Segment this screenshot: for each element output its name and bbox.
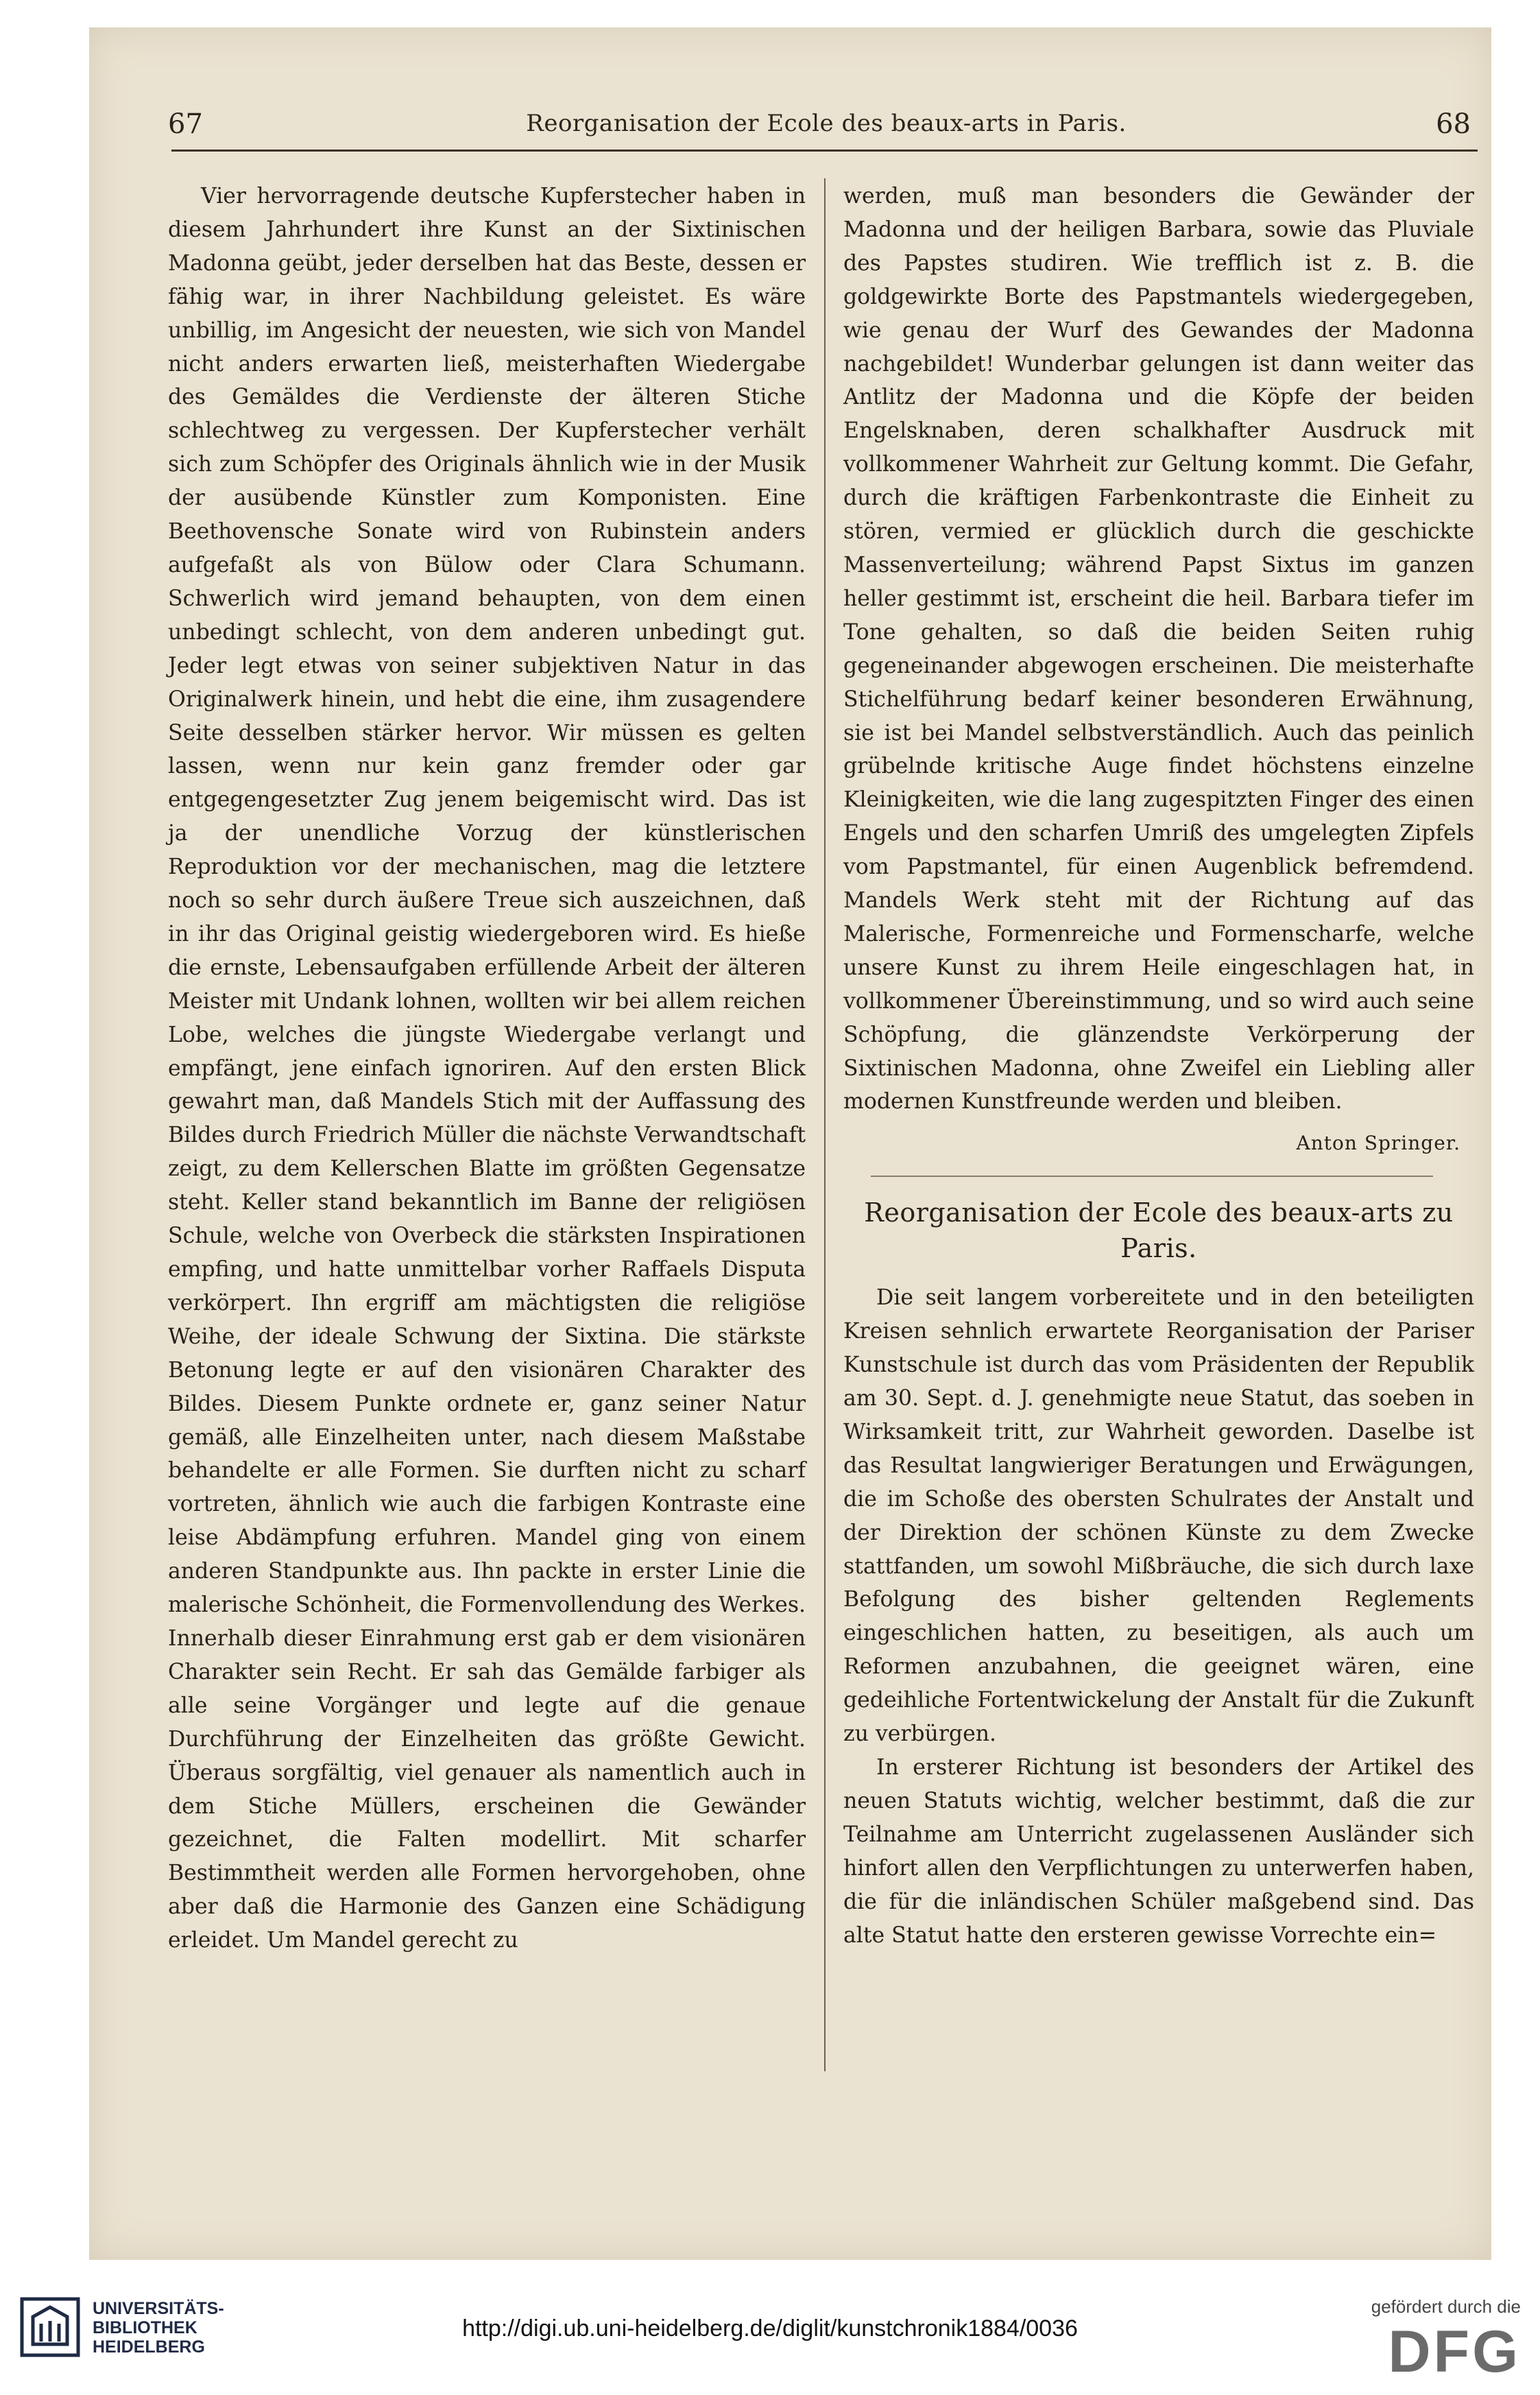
running-title: Reorganisation der Ecole des beaux-arts in Paris. xyxy=(526,110,1127,137)
digitization-footer xyxy=(0,2263,1540,2395)
paragraph: In ersterer Richtung ist besonders der Artikel des neuen Statuts wichtig, welcher bestimmt, daß die zur Teilnahme am Unterricht zugelassenen Ausländer sich hinfort allen den Verpflichtungen zu unterwerfen haben, die für die inländischen Schüler maßgebend sind. Das alte Statut hatte den ersteren gewisse Vorrechte ein= xyxy=(843,1754,1474,1948)
paragraph: Die seit langem vorbereitete und in den beteiligten Kreisen sehnlich erwartete Reorganisation der Pariser Kunstschule ist durch das vom Präsidenten der Republik am 30. Sept. d. J. genehmigte neue Statut, das soeben in Wirksamkeit tritt, zur Wahrheit geworden. Daselbe ist das Resultat langwieriger Beratungen und Erwägungen, die im Schoße des obersten Schulrates der Anstalt und der Direktion der schönen Künste zu dem Zwecke stattfanden, um sowohl Mißbräuche, die sich durch laxe Befolgung des bisher geltenden Reglements eingeschlichen hatten, zu beseitigen, als auch um Reformen anzubahnen, die geeignet wären, eine gedeihliche Fortentwickelung der Anstalt für die Zukunft zu verbürgen. xyxy=(843,1285,1474,1747)
funding-note: gefördert durch die xyxy=(1371,2296,1521,2317)
paragraph: werden, muß man besonders die Gewänder der Madonna und der heiligen Barbara, sowie das Pluviale des Papstes studiren. Wie trefflich ist z. B. die goldgewirkte Borte des Papstmantels wiedergegeben, wie genau der Wurf des Gewandes der Madonna nachgebildet! Wunderbar gelungen ist dann weiter das Antlitz der Madonna und die Köpfe der beiden Engelsknaben, deren schalkhafter Ausdruck mit vollkommener Wahrheit zur Geltung kommt. Die Gefahr, durch die kräftigen Farbenkontraste die Einheit zu stören, vermied er glücklich durch die geschickte Massenverteilung; während Papst Sixtus im ganzen heller gestimmt ist, erscheint die heil. Barbara tiefer im Tone gehalten, so daß die beiden Seiten ruhig gegeneinander abgewogen erscheinen. Die meisterhafte Stichelführung bedarf keiner besonderen Erwähnung, sie ist bei Mandel selbstverständlich. Auch das peinlich grübelnde kritische Auge findet höchstens einzelne Kleinigkeiten, wie die lang zugespitzten Finger des einen Engels und den scharfen Umriß des umgelegten Zipfels vom Papstmantel, für einen Augenblick befremdend. Mandels Werk steht mit der Richtung auf das Malerische, Formenreiche und Formenscharfe, welche unsere Kunst zu ihrem Heile eingeschlagen hat, in vollkommener Übereinstimmung, und so wird auch seine Schöpfung, die glänzendste Verkörperung der Sixtinischen Madonna, ohne Zweifel ein Liebling aller modernen Kunstfreunde werden und bleiben. xyxy=(843,184,1474,1115)
running-header xyxy=(168,103,1484,151)
header-rule xyxy=(171,150,1478,152)
section-title: Reorganisation der Ecole des beaux-arts zu Paris. xyxy=(864,1198,1454,1264)
dfg-logo: DFG xyxy=(1388,2319,1521,2385)
left-column xyxy=(168,180,806,1957)
column-divider xyxy=(824,178,826,2071)
permalink-url[interactable]: http://digi.ub.uni-heidelberg.de/diglit/kunstchronik1884/0036 xyxy=(462,2315,1078,2342)
page-number-right: 68 xyxy=(1436,108,1471,140)
page-number-left: 67 xyxy=(168,108,203,140)
section-separator xyxy=(871,1176,1433,1177)
right-column xyxy=(843,180,1474,1952)
paragraph: Vier hervorragende deutsche Kupferstecher haben in diesem Jahrhundert ihre Kunst an der Sixtinischen Madonna geübt, jeder derselben hat das Beste, dessen er fähig war, in ihrer Nachbildung geleistet. Es wäre unbillig, im Angesicht der neuesten, wie sich von Mandel nicht anders erwarten ließ, meisterhaften Wiedergabe des Gemäldes die Verdienste der älteren Stiche schlechtweg zu vergessen. Der Kupferstecher verhält sich zum Schöpfer des Originals ähnlich wie in der Musik der ausübende Künstler zum Komponisten. Eine Beethovensche Sonate wird von Rubinstein anders aufgefaßt als von Bülow oder Clara Schumann. Schwerlich wird jemand behaupten, von dem einen unbedingt schlecht, von dem anderen unbedingt gut. Jeder legt etwas von seiner subjektiven Natur in das Originalwerk hinein, und hebt die eine, ihm zusagendere Seite desselben stärker hervor. Wir müssen es gelten lassen, wenn nur kein ganz fremder oder gar entgegengesetzter Zug jenem beigemischt wird. Das ist ja der unendliche Vorzug der künstlerischen Reproduktion vor der mechanischen, mag die letztere noch so sehr durch äußere Treue sich auszeichnen, daß in ihr das Original geistig wiedergeboren wird. Es hieße die ernste, Lebensaufgaben erfüllende Arbeit der älteren Meister mit Undank lohnen, wollten wir bei allem reichen Lobe, welches die jüngste Wiedergabe verlangt und empfängt, jene einfach ignoriren. Auf den ersten Blick gewahrt man, daß Mandels Stich mit der Auffassung des Bildes durch Friedrich Müller die nächste Verwandtschaft zeigt, zu dem Kellerschen Blatte im größten Gegensatze steht. Keller stand bekanntlich im Banne der religiösen Schule, welche von Overbeck die stärksten Inspirationen empfing, und hatte unmittelbar vorher Raffaels Disputa verkörpert. Ihn ergriff am mächtigsten die religiöse Weihe, der ideale Schwung der Sixtina. Die stärkste Betonung legte er auf den visionären Charakter des Bildes. Diesem Punkte ordnete er, ganz seiner Natur gemäß, alle Einzelheiten unter, nach diesem Maßstabe behandelte er alle Formen. Sie durften nicht zu scharf vortreten, ähnlich wie auch die farbigen Kontraste eine leise Abdämpfung erfuhren. Mandel ging von einem anderen Standpunkte aus. Ihn packte in erster Linie die malerische Schönheit, die Formenvollendung des Werkes. Innerhalb dieser Einrahmung erst gab er dem visionären Charakter sein Recht. Er sah das Gemälde farbiger als alle seine Vorgänger und legte auf die genaue Durchführung der Einzelheiten das größte Gewicht. Überaus sorgfältig, viel genauer als namentlich auch in dem Stiche Müllers, erscheinen die Gewänder gezeichnet, die Falten modellirt. Mit scharfer Bestimmtheit werden alle Formen hervorgehoben, ohne aber daß die Harmonie des Ganzen eine Schädigung erleidet. Um Mandel gerecht zu xyxy=(168,184,806,1953)
library-name: UNIVERSITÄTS- BIBLIOTHEK HEIDELBERG xyxy=(93,2299,224,2357)
author-signature: Anton Springer. xyxy=(1296,1132,1460,1155)
